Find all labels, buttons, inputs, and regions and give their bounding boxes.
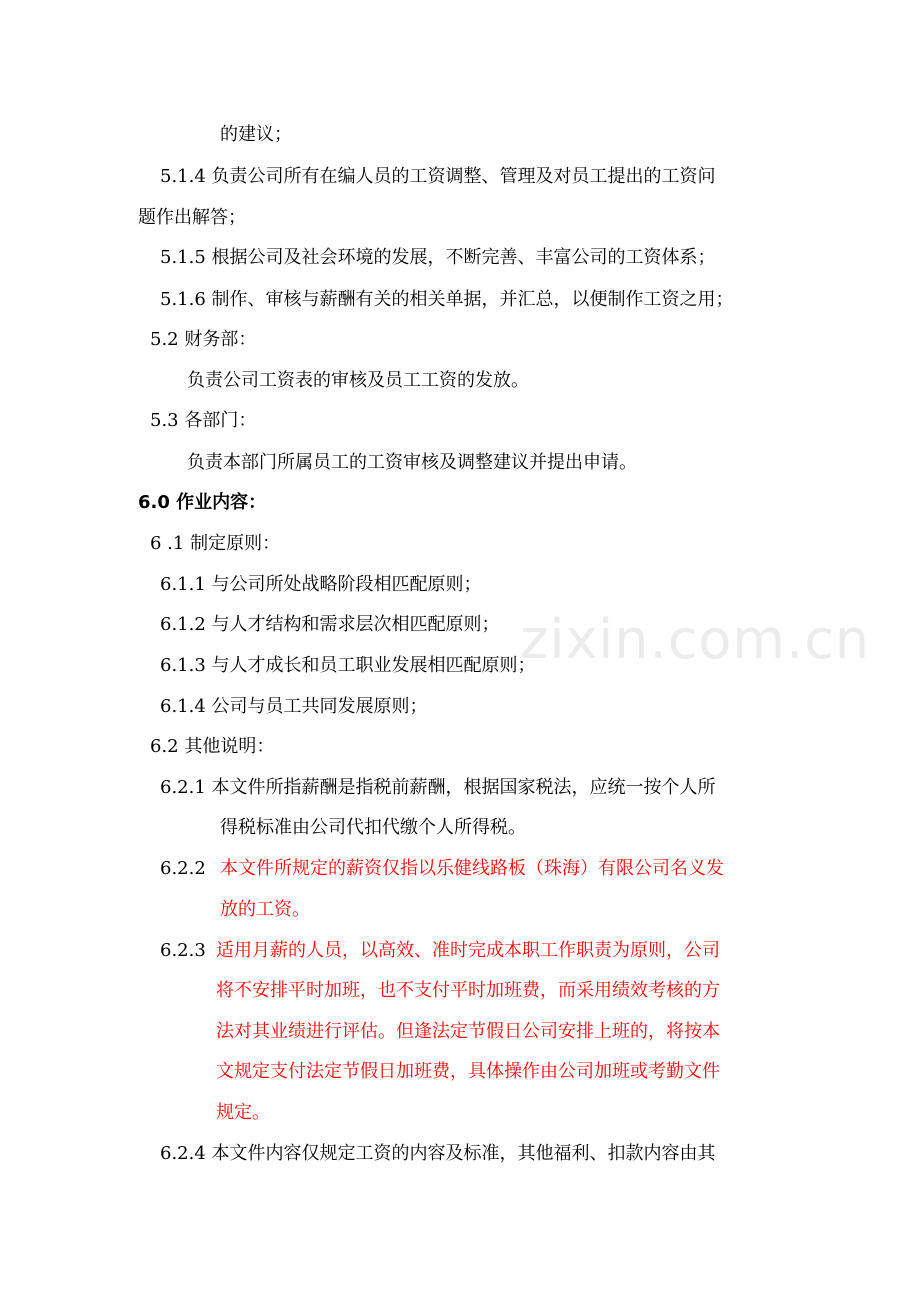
text-line: 题作出解答； xyxy=(138,207,246,228)
text-line: 5.1.4 负责公司所有在编人员的工资调整、管理及对员工提出的工资问 xyxy=(160,166,716,187)
clause-number: 6.2.3 xyxy=(160,940,206,961)
highlighted-text-line: 适用月薪的人员，以高效、准时完成本职工作职责为原则，公司 xyxy=(216,940,720,961)
section-heading: 6.2 其他说明： xyxy=(150,736,275,757)
text-line: 得税标准由公司代扣代缴个人所得税。 xyxy=(220,817,526,838)
section-heading: 6 .1 制定原则： xyxy=(150,533,281,554)
highlighted-text-line: 法对其业绩进行评估。但逢法定节假日公司安排上班的，将按本 xyxy=(216,1021,720,1042)
list-item: 6.1.3 与人才成长和员工职业发展相匹配原则； xyxy=(160,655,536,676)
highlighted-text-line: 规定。 xyxy=(216,1102,270,1123)
text-line: 负责本部门所属员工的工资审核及调整建议并提出申请。 xyxy=(187,452,637,473)
text-line: 5.1.6 制作、审核与薪酬有关的相关单据，并汇总，以便制作工资之用； xyxy=(160,289,734,310)
watermark: zixin.com.cn xyxy=(520,608,871,671)
section-heading: 5.3 各部门： xyxy=(150,410,257,431)
list-item: 6.1.2 与人才结构和需求层次相匹配原则； xyxy=(160,614,500,635)
text-line: 的建议； xyxy=(220,124,292,145)
text-line: 6.2.1 本文件所指薪酬是指税前薪酬，根据国家税法，应统一按个人所 xyxy=(160,777,716,798)
highlighted-text-line: 文规定支付法定节假日加班费，具体操作由公司加班或考勤文件 xyxy=(216,1061,720,1082)
text-line: 5.1.5 根据公司及社会环境的发展，不断完善、丰富公司的工资体系； xyxy=(160,247,716,268)
list-item: 6.1.4 公司与员工共同发展原则； xyxy=(160,696,428,717)
list-item: 6.1.1 与公司所处战略阶段相匹配原则； xyxy=(160,574,482,595)
text-line: 负责公司工资表的审核及员工工资的发放。 xyxy=(187,370,529,391)
section-heading: 5.2 财务部： xyxy=(150,329,257,350)
highlighted-text-line: 本文件所规定的薪资仅指以乐健线路板（珠海）有限公司名义发 xyxy=(220,858,724,879)
highlighted-text-line: 将不安排平时加班，也不支付平时加班费，而采用绩效考核的方 xyxy=(216,980,720,1001)
text-line: 6.2.4 本文件内容仅规定工资的内容及标准，其他福利、扣款内容由其 xyxy=(160,1143,716,1164)
clause-number: 6.2.2 xyxy=(160,858,206,879)
chapter-heading: 6.0 作业内容： xyxy=(138,492,267,513)
highlighted-text-line: 放的工资。 xyxy=(220,899,310,920)
